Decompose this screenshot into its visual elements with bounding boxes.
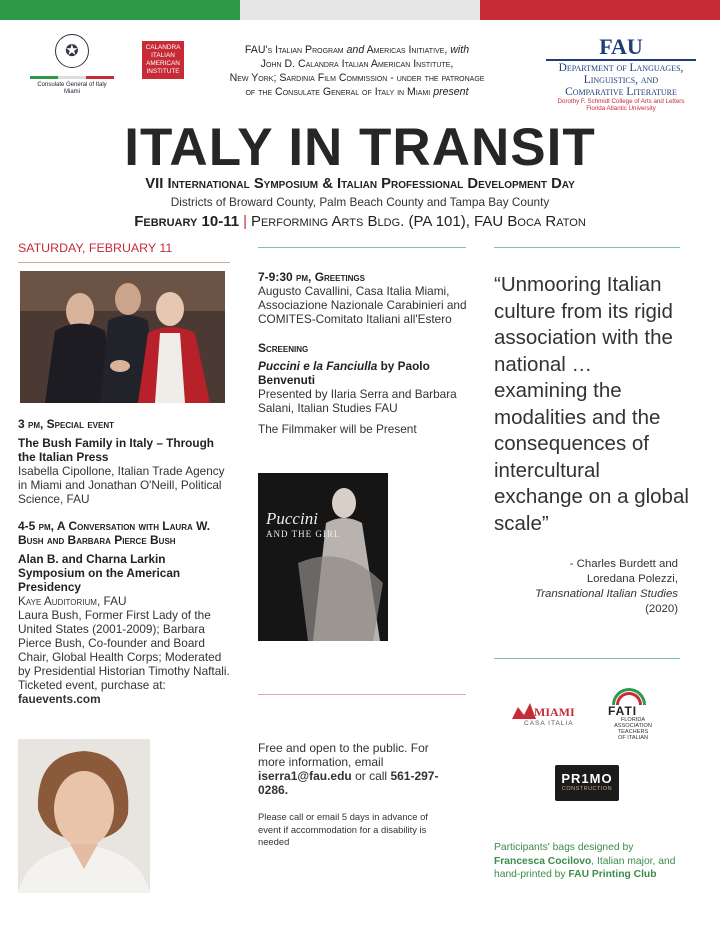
bag-credits: Participants' bags designed by Francesca Cocilovo, Italian major, and hand-printed by FAU Printing Club [494,842,676,880]
divider [258,247,466,248]
fati-logo: FATI FLORIDA ASSOCIATION TEACHERS OF ITALIAN [606,688,662,740]
primo-construction-logo: PR1MO CONSTRUCTION [555,765,619,801]
consulate-logo [22,34,122,96]
bush-pope-photo [20,271,225,403]
greetings-time: 7-9:30 pm, Greetings [258,270,365,284]
event1-title: The Bush Family in Italy – Through the Italian Press [18,436,214,464]
event2-venue: Kaye Auditorium, FAU [18,594,127,608]
divider [494,247,680,248]
quote-attribution: - Charles Burdett and Loredana Polezzi, Transnational Italian Studies (2020) [535,558,678,615]
left-column [18,417,230,706]
fau-department-logo: FAU Department of Languages, Linguistics, and Comparative Literature Dorothy F. Schmidt College of Arts and Letters Florida Atlantic University [538,36,704,112]
film-title: Puccini e la Fanciulla [258,359,378,373]
presenters-text: FAU's Italian Program and Americas Initiative, with John D. Calandra Italian American Institute, New York; Sardinia Film Commission - under the patronage of the Consulate General of Italy in Miami present [229,44,485,98]
contact-email[interactable]: iserra1@fau.edu [258,769,352,783]
flag-stripe [0,0,720,20]
contact-phone[interactable]: 561-297-0286. [258,769,439,797]
event2-details: Laura Bush, Former First Lady of the United States (2001-2009); Barbara Pierce Bush, Co-founder and Board Chair, Global Health Corps; Moderated by Presidential Historian Timothy Naftali. Ticketed event, purchase at: fauevents.com [18,608,230,706]
districts-line: Districts of Broward County, Palm Beach County and Tampa Bay County [170,195,550,209]
accessibility-note: Please call or email 5 days in advance of event if accommodation for a disability is needed [258,811,428,847]
event-title: ITALY IN TRANSIT [124,118,596,177]
event1-time: 3 pm, Special event [18,417,115,431]
italian-emblem-icon: ✪ [55,34,89,68]
divider [18,262,230,263]
flag-red [480,0,720,20]
poster-subtitle: AND THE GIRL [266,529,341,539]
divider [258,694,466,695]
consulate-caption: Consulate General of Italy Miami [37,82,107,95]
poster-title: Puccini [266,509,318,528]
contact-info: Free and open to the public. For more information, email iserra1@fau.edu or call 561-297-0286. [258,741,439,797]
fau-logo: FAU [599,34,643,59]
event-venue: Performing Arts Bldg. (PA 101), FAU Boca Raton [250,213,586,230]
book-title: Transnational Italian Studies [535,588,678,600]
tickets-link[interactable]: fauevents.com [18,692,101,706]
flag-green [0,0,240,20]
film-poster [258,473,388,641]
casa-italia-miami-logo: MIAMI CASA ITALIA [512,701,574,731]
day-heading: SATURDAY, FEBRUARY 11 [18,241,173,255]
flag-white [240,0,480,20]
greetings-speakers: Augusto Cavallini, Casa Italia Miami, Associazione Nazionale Carabinieri and COMITES-Comitato Italiani all'Estero [258,284,467,326]
event2-time: 4-5 pm, A Conversation with Laura W. Bush and Barbara Pierce Bush [18,519,211,547]
screening-heading: Screening [258,341,309,355]
event-date: February 10-11 [134,213,240,230]
event2-title: Alan B. and Charna Larkin Symposium on the American Presidency [18,552,181,594]
date-venue-line: February 10-11 | Performing Arts Bldg. (PA 101), FAU Boca Raton [134,213,586,230]
event1-speakers: Isabella Cipollone, Italian Trade Agency in Miami and Jonathan O'Neill, Political Science, FAU [18,464,225,506]
middle-column: 7-9:30 pm, Greetings Augusto Cavallini, Casa Italia Miami, Associazione Nazionale Carabinieri and COMITES-Comitato Italiani all'Estero Screening Puccini e la Fanciulla by Paolo Benvenuti Presented by Ilaria Serra and Barbara Salani, Italian Studies FAU The Filmmaker will be Present [258,270,467,436]
tricolor-bar [30,76,114,79]
screening-presenters: Presented by Ilaria Serra and Barbara Salani, Italian Studies FAU [258,387,457,415]
laura-bush-photo [18,739,150,893]
event-subtitle: VII International Symposium & Italian Professional Development Day [145,176,575,192]
filmmaker-note: The Filmmaker will be Present [258,422,417,436]
pull-quote: “Unmooring Italian culture from its rigid association with the national … examining the modalities and the consequences of intercultural exchange on a global scale” [494,273,689,535]
divider [494,658,680,659]
calandra-logo: CALANDRA ITALIAN AMERICAN INSTITUTE [142,41,184,79]
